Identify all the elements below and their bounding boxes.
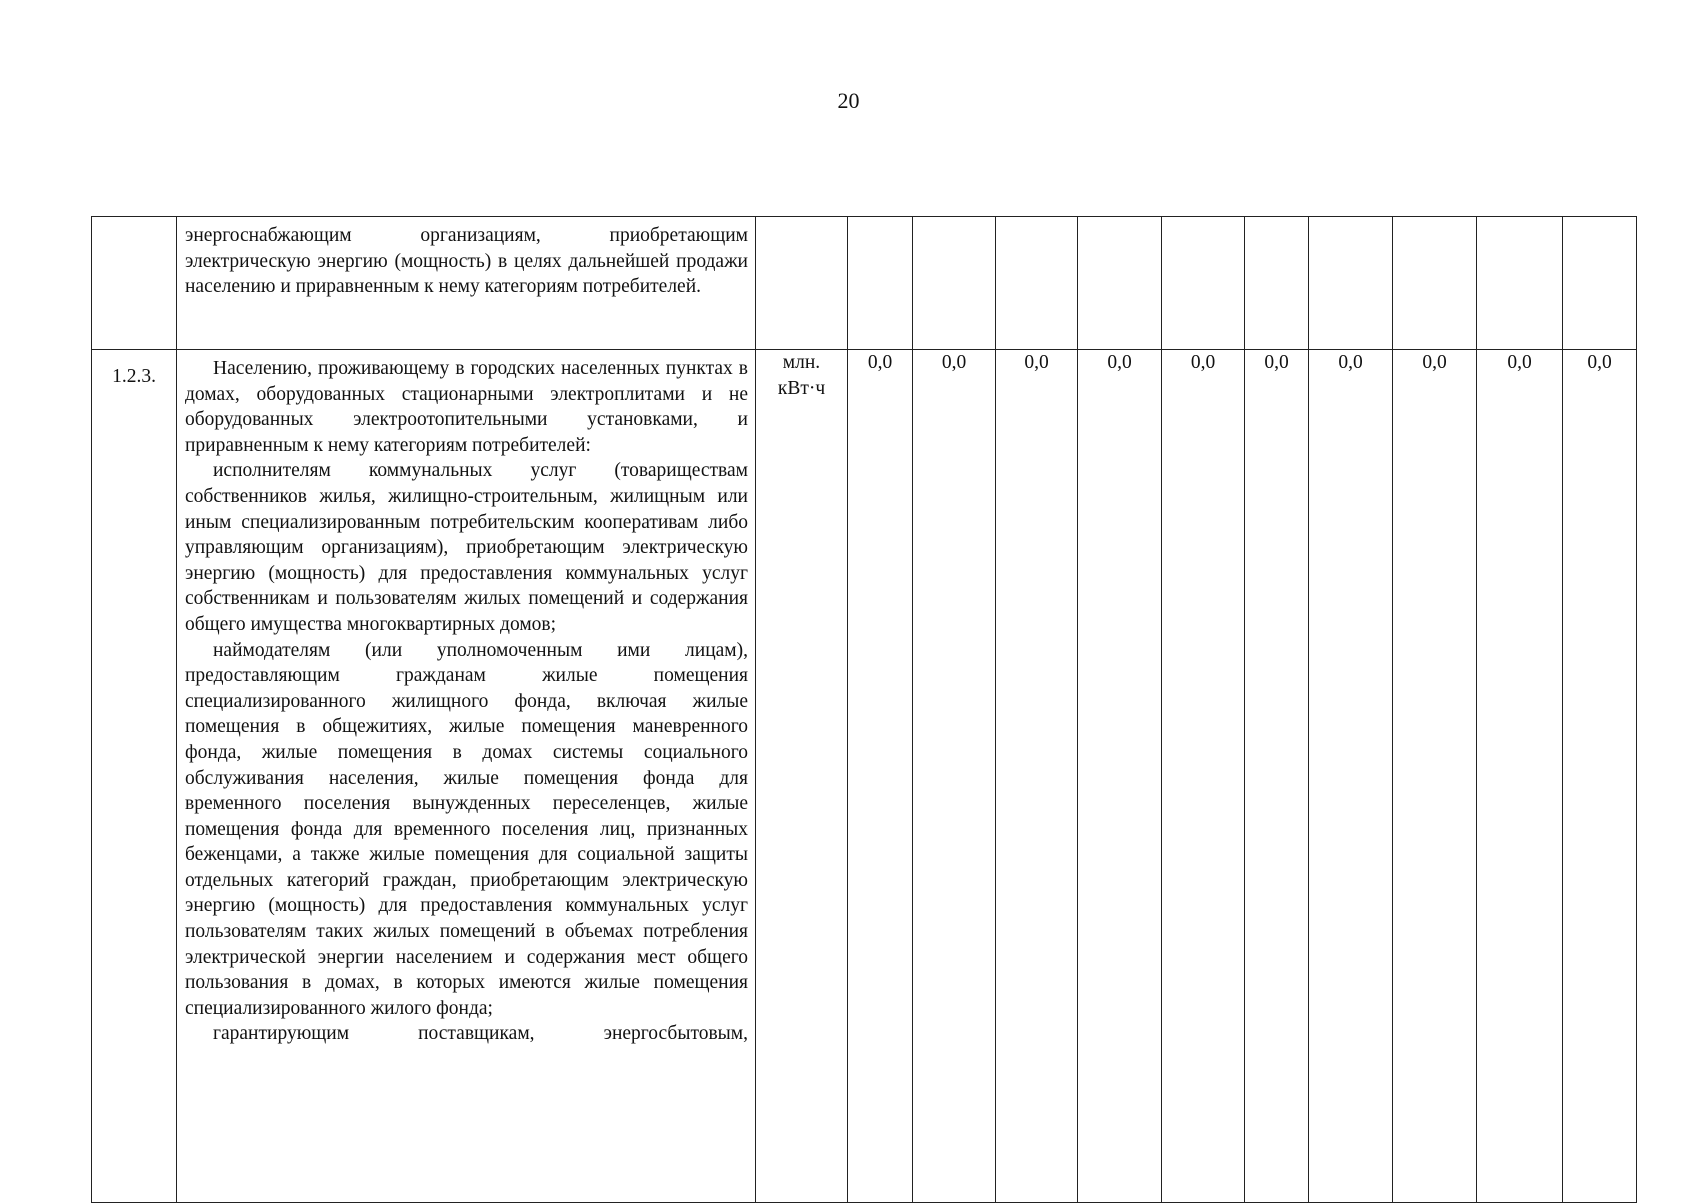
value-cell: 0,0 <box>1477 350 1563 1203</box>
value-cell: 0,0 <box>1393 350 1477 1203</box>
row-number-cell: 1.2.3. <box>92 350 177 1203</box>
row-description-text: энергоснабжающим организациям, приобретающим электрическую энергию (мощность) в целях дальнейшей продажи населению и приравненным к нему категориям потребителей. <box>185 225 748 298</box>
row-description-cell <box>177 217 756 350</box>
tariff-table <box>91 216 1637 1203</box>
value-cell: 0,0 <box>996 350 1078 1203</box>
value-cell <box>1162 217 1245 350</box>
value-cell: 0,0 <box>1245 350 1309 1203</box>
value-cell <box>848 217 913 350</box>
table-row <box>92 217 1637 350</box>
value-cell: 0,0 <box>913 350 996 1203</box>
description-paragraph-utility-providers: исполнителям коммунальных услуг (товариществам собственников жилья, жилищно-строительным, жилищным или иным специализированным потребительским кооперативам либо управляющим организациям), приобретающим электрическую энергию (мощность) для предоставления коммунальных услуг собственникам и пользователям жилых помещений и содержания общего имущества многоквартирных домов; <box>185 460 748 635</box>
value-cell <box>996 217 1078 350</box>
value-cell <box>1078 217 1162 350</box>
unit-label-line2: кВт·ч <box>777 377 826 399</box>
unit-cell <box>756 217 848 350</box>
unit-label-line1: млн. <box>782 352 821 373</box>
unit-cell <box>756 350 848 1203</box>
value-cell <box>1393 217 1477 350</box>
description-paragraph-suppliers: гарантирующим поставщикам, энергосбытовым, <box>213 1023 748 1045</box>
value-cell: 0,0 <box>1078 350 1162 1203</box>
table-row <box>92 350 1637 1203</box>
value-cell <box>1245 217 1309 350</box>
value-cell: 0,0 <box>1563 350 1637 1203</box>
value-cell <box>1309 217 1393 350</box>
value-cell: 0,0 <box>1309 350 1393 1203</box>
description-paragraph-population: Населению, проживающему в городских населенных пунктах в домах, оборудованных стационарными электроплитами и не оборудованных электроотопительными установками, и приравненным к нему категориям потребителей: <box>185 358 748 456</box>
value-cell <box>913 217 996 350</box>
row-description-cell <box>177 350 756 1203</box>
value-cell: 0,0 <box>848 350 913 1203</box>
value-cell <box>1563 217 1637 350</box>
page-number: 20 <box>837 88 860 113</box>
value-cell: 0,0 <box>1162 350 1245 1203</box>
row-number-cell <box>92 217 177 350</box>
description-paragraph-landlords: наймодателям (или уполномоченным ими лицам), предоставляющим гражданам жилые помещения специализированного жилищного фонда, включая жилые помещения в общежитиях, жилые помещения маневренного фонда, жилые помещения в домах системы социального обслуживания населения, жилые помещения фонда для временного поселения вынужденных переселенцев, жилые помещения фонда для временного поселения лиц, признанных беженцами, а также жилые помещения для социальной защиты отдельных категорий граждан, приобретающим электрическую энергию (мощность) для предоставления коммунальных услуг пользователям таких жилых помещений в объемах потребления электрической энергии населением и содержания мест общего пользования в домах, в которых имеются жилые помещения специализированного жилого фонда; <box>185 639 748 1019</box>
value-cell <box>1477 217 1563 350</box>
